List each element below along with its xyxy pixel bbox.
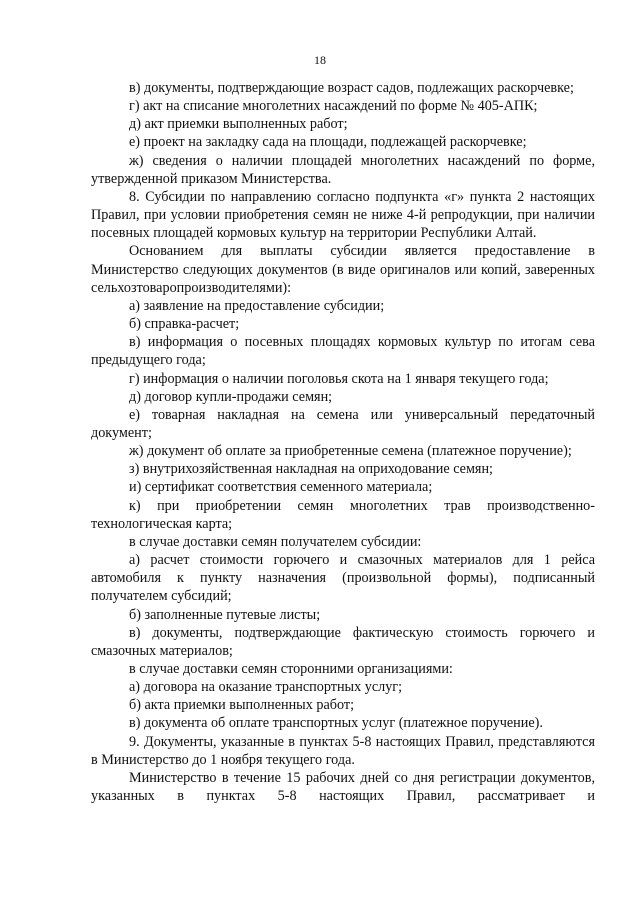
paragraph-clause-9: 9. Документы, указанные в пунктах 5-8 настоящих Правил, представляются в Министерство до 1 ноября текущего года. [91,733,595,768]
paragraph-z-internal-invoice: з) внутрихозяйственная накладная на оприходование семян; [129,461,493,478]
paragraph-zh-payment: ж) документ об оплате за приобретенные семена (платежное поручение); [129,443,572,460]
paragraph-b-calculation: б) справка-расчет; [129,316,240,333]
paragraph-clause-8: 8. Субсидии по направлению согласно подпункта «г» пункта 2 настоящих Правил, при условии приобретения семян не ниже 4-й репродукции, при наличии посевных площадей кормовых культур на территории Республики Алтай. [91,188,595,242]
paragraph-a-transport-contract: а) договора на оказание транспортных услуг; [129,679,403,696]
paragraph-v-transport-payment: в) документа об оплате транспортных услуг (платежное поручение). [129,715,543,732]
paragraph-a-application: а) заявление на предоставление субсидии; [129,297,385,314]
paragraph-ministry-review: Министерство в течение 15 рабочих дней со дня регистрации документов, указанных в пунктах 5-8 настоящих Правил, рассматривает и [91,769,595,805]
paragraph-b-acceptance-act: б) акта приемки выполненных работ; [129,697,355,714]
paragraph-v-documents: в) документы, подтверждающие возраст садов, подлежащих раскорчевке; [129,80,574,96]
paragraph-e-garden-project: е) проект на закладку сада на площади, подлежащей раскорчевке; [129,134,527,151]
paragraph-delivery-by-recipient: в случае доставки семян получателем субсидии: [129,533,422,550]
paragraph-v-sowing-areas: в) информация о посевных площадях кормовых культур по итогам сева предыдущего года; [91,334,595,369]
paragraph-delivery-by-third-party: в случае доставки семян сторонними организациями: [129,661,453,677]
paragraph-v-fuel-cost: в) документы, подтверждающие фактическую стоимость горючего и смазочных материалов; [91,624,595,659]
paragraph-zh-plantings-info: ж) сведения о наличии площадей многолетних насаждений по форме, утвержденной приказом Министерства. [91,152,595,187]
paragraph-k-tech-map: к) при приобретении семян многолетних трав производственно-технологическая карта; [91,497,595,532]
paragraph-e-invoice: е) товарная накладная на семена или универсальный передаточный документ; [91,406,595,441]
paragraph-b-waybills: б) заполненные путевые листы; [129,606,321,623]
page-number: 18 [314,53,326,67]
paragraph-d-contract: д) договор купли-продажи семян; [129,388,333,405]
paragraph-basis: Основанием для выплаты субсидии является предоставление в Министерство следующих документов (в виде оригиналов или копий, заверенных сельхозтоваропроизводителями): [91,243,595,296]
paragraph-g-livestock: г) информация о наличии поголовья скота на 1 января текущего года; [129,370,549,387]
paragraph-i-certificate: и) сертификат соответствия семенного материала; [129,479,433,496]
paragraph-a-fuel-calculation: а) расчет стоимости горючего и смазочных материалов для 1 рейса автомобиля к пункту назначения (произвольной формы), подписанный получателем субсидий; [91,552,595,605]
paragraph-g-act: г) акт на списание многолетних насаждений по форме № 405-АПК; [129,98,538,115]
document-body [91,79,595,805]
paragraph-d-acceptance-act: д) акт приемки выполненных работ; [129,116,348,133]
